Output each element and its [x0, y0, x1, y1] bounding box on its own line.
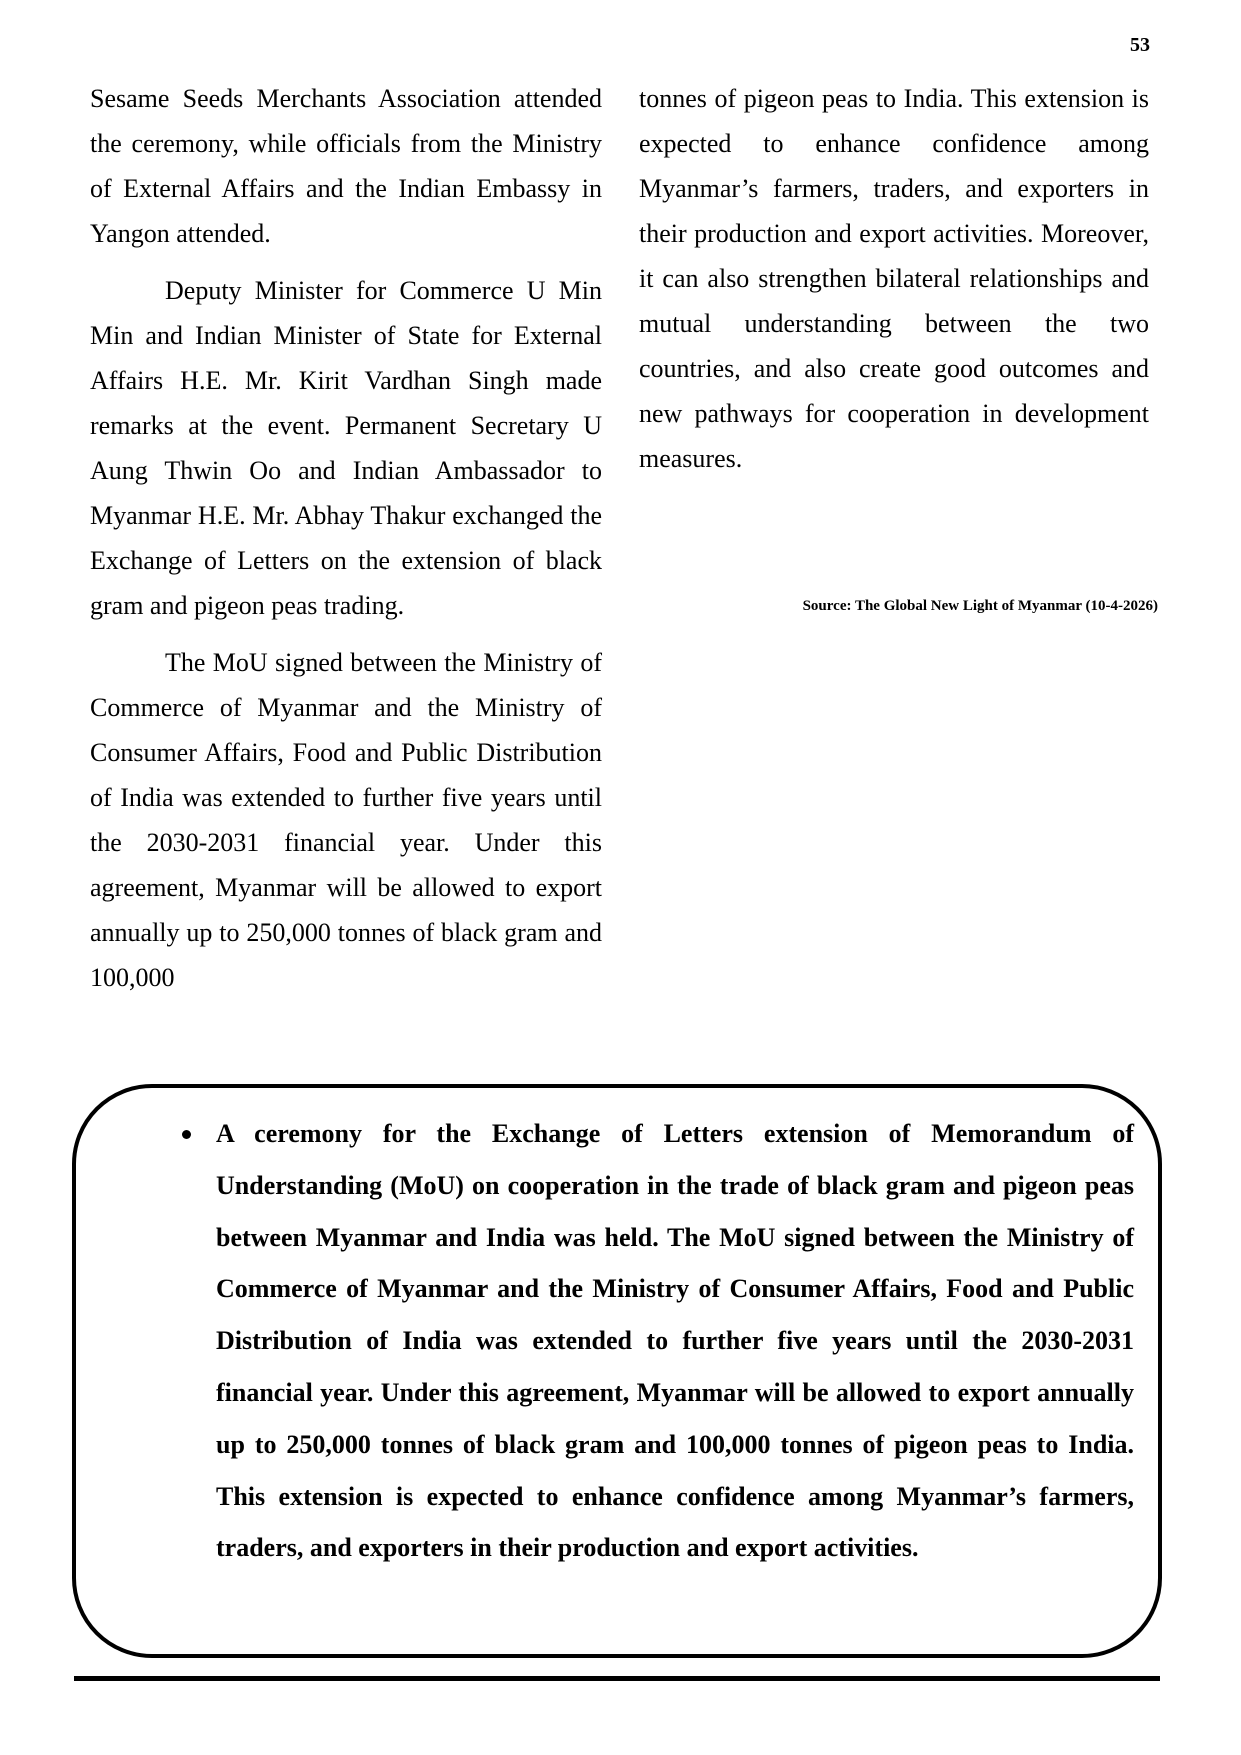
left-text-column — [90, 76, 602, 1012]
bullet-icon — [182, 1130, 191, 1139]
paragraph-remarks: Deputy Minister for Commerce U Min Min and Indian Minister of State for External Affairs H.E. Mr. Kirit Vardhan Singh made remarks at the event. Permanent Secretary U Aung Thwin Oo and Indian Ambassador to Myanmar H.E. Mr. Abhay Thakur exchanged the Exchange of Letters on the extension of black gram and pigeon peas trading. — [90, 276, 602, 620]
right-text-column — [639, 76, 1149, 493]
summary-box — [72, 1084, 1162, 1658]
footer-divider — [74, 1676, 1160, 1681]
page-number: 53 — [1130, 34, 1150, 56]
summary-list — [144, 1108, 1134, 1574]
source-citation: Source: The Global New Light of Myanmar (10-4-2026) — [802, 598, 1158, 614]
summary-item-text: A ceremony for the Exchange of Letters extension of Memorandum of Understanding (MoU) on cooperation in the trade of black gram and pigeon peas between Myanmar and India was held. The MoU signed between the Ministry of Commerce of Myanmar and the Ministry of Consumer Affairs, Food and Public Distribution of India was extended to further five years until the 2030-2031 financial year. Under this agreement, Myanmar will be allowed to export annually up to 250,000 tonnes of black gram and 100,000 tonnes of pigeon peas to India. This extension is expected to enhance confidence among Myanmar’s farmers, traders, and exporters in their production and export activities. — [216, 1119, 1134, 1563]
paragraph-attendees: Sesame Seeds Merchants Association attended the ceremony, while officials from the Ministry of External Affairs and the Indian Embassy in Yangon attended. — [90, 84, 602, 248]
paragraph-expected-outcomes: tonnes of pigeon peas to India. This extension is expected to enhance confidence among Myanmar’s farmers, traders, and exporters in their production and export activities. Moreover, it can also strengthen bilateral relationships and mutual understanding between the two countries, and also create good outcomes and new pathways for cooperation in development measures. — [639, 84, 1149, 473]
paragraph-mou-extension: The MoU signed between the Ministry of Commerce of Myanmar and the Ministry of Consumer Affairs, Food and Public Distribution of India was extended to further five years until the 2030-2031 financial year. Under this agreement, Myanmar will be allowed to export annually up to 250,000 tonnes of black gram and 100,000 — [90, 648, 602, 992]
summary-item — [144, 1108, 1134, 1574]
